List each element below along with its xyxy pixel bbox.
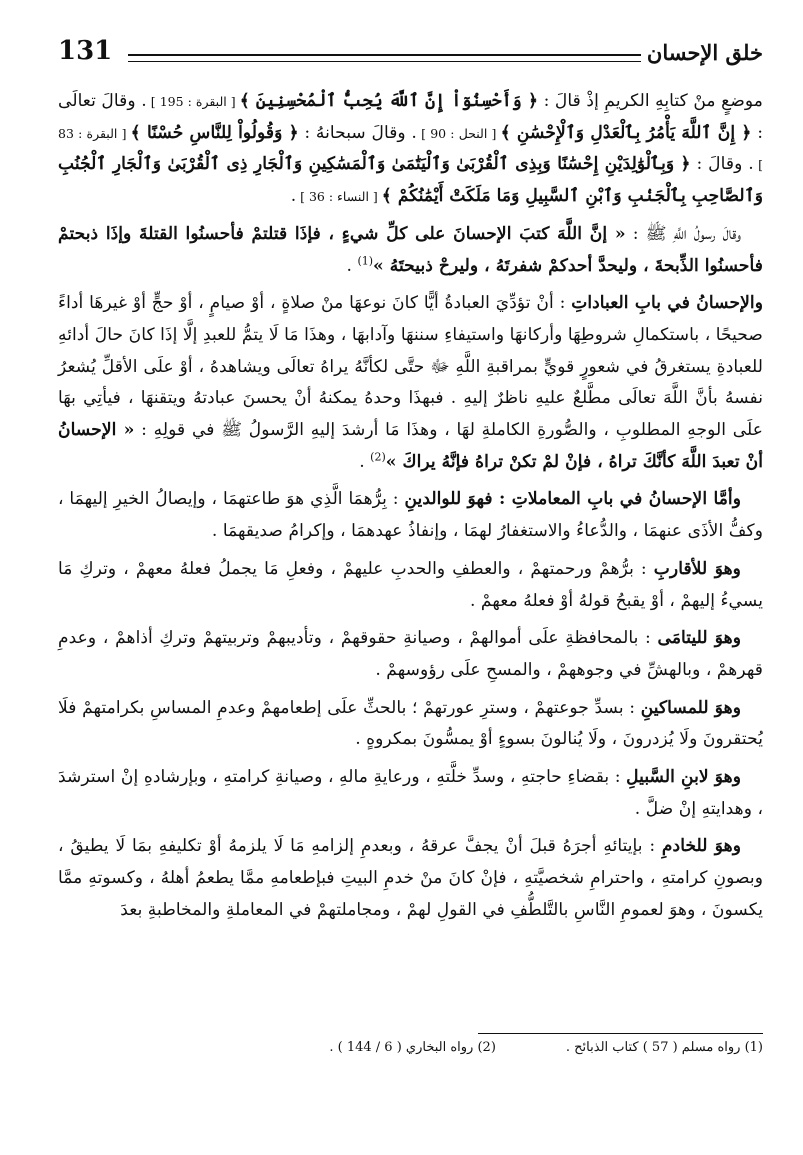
- quran-verse: ﴿ إِنَّ ٱللَّهَ يَأْمُرُ بِٱلْعَدْلِ وَٱلْإِحْسَٰنِ ﴾: [500, 122, 752, 143]
- section-lead: وأمَّا الإحسانُ في بابِ المعاملاتِ : فهوَ للوالدينِ: [404, 489, 741, 510]
- paragraph: [58, 554, 763, 617]
- page-header: [58, 34, 763, 74]
- text-run: .: [346, 255, 358, 276]
- text-run: : بإيتائهِ أجرَهُ قبلَ أنْ يجفَّ عرقهُ ، وبعدمِ إلزامهِ مَا لَا يلزمهُ أوْ تكليفهِ بمَا لَا يطيقُ ، وبصونِ كرامتهِ ، واحترامِ شخصيَّتهِ ، فإنْ كانَ منْ خدمِ البيتِ فبإطعامهِ ممَّا يطعمُ أهلهُ ، وكسوتهِ ممَّا يكسونَ ، وهوَ لعمومِ النَّاسِ بالتَّلطُّفِ في القولِ لهمْ ، ومجاملتهمْ في المعاملةِ والمخاطبةِ بعدَ: [58, 836, 763, 920]
- paragraph: [58, 86, 763, 213]
- text-run: .: [290, 186, 297, 207]
- footnotes: [58, 1040, 763, 1055]
- page-body: [58, 86, 763, 933]
- section-lead: وهوَ لابنِ السَّبيلِ: [626, 767, 741, 788]
- text-run: : برُّهمْ ورحمتهمْ ، والعطفِ والحدبِ عليهمْ ، وفعلِ مَا يجملُ فعلهُ معهمْ ، وتركِ مَا يسيءُ إليهمْ ، أوْ يقبحُ قولهُ أوْ فعلهُ معهمْ .: [58, 558, 763, 611]
- verse-reference: [ البقرة : 83 ]: [58, 125, 764, 173]
- section-lead: وهوَ للخادمِ: [661, 836, 741, 857]
- section-lead: وهوَ للمساكينِ: [640, 697, 741, 718]
- text-run: : بِرُّهمَا الَّذِي هوَ طاعتهمَا ، وإيصالُ الخيرِ إليهمَا ، وكفُّ الأذَى عنهمَا ، والدُّعاءُ والاستغفارُ لهمَا ، وإنفاذُ عهدهمَا ، وإكرامُ صديقهمَا .: [58, 489, 763, 542]
- footnote-reference: (1): [357, 253, 374, 267]
- text-run: : بقضاءِ حاجتهِ ، وسدِّ خلَّتهِ ، ورعايةِ مالهِ ، وصيانةِ كرامتهِ ، وبإرشادهِ إنْ استرشدَ ، وهدايتهِ إنْ ضلَّ .: [58, 767, 763, 819]
- hadith-quote: « إنَّ اللَّهَ كتبَ الإحسانَ على كلِّ شيءٍ ، فإذَا قتلتمْ فأحسنُوا القتلةَ وإذَا ذبحتمْ فأحسنُوا الذِّبحةَ ، وليحدَّ أحدكمْ شفرتَهُ ، وليرحْ ذبيحتَهُ »: [58, 223, 763, 276]
- text-run: موضعٍ منْ كتابِهِ الكريمِ إذْ قالَ :: [538, 91, 763, 111]
- verse-reference: [ النساء : 36 ]: [296, 189, 382, 205]
- paragraph: [58, 831, 763, 926]
- verse-reference: [ النحل : 90 ]: [416, 125, 501, 141]
- paragraph: [58, 219, 763, 282]
- paragraph: [58, 484, 763, 547]
- section-lead: والإحسانُ في بابِ العباداتِ: [571, 293, 763, 314]
- paragraph: [58, 762, 763, 825]
- footnote-1: (1) رواه مسلم ( 57 ) كتاب الذبائح .: [565, 1040, 763, 1055]
- footnote-reference: (2): [370, 450, 386, 463]
- text-run: : بالمحافظةِ علَى أموالهمْ ، وصيانةِ حقوقهمْ ، وتأديبهمْ وتربيتهمْ وتركِ أذاهمْ ، وعدمِ قهرهمْ ، وبالهشِّ في وجوههمْ ، والمسحِ علَى رؤوسهمْ .: [58, 628, 763, 680]
- quran-verse: ﴿ وَأَحْسِنُوٓاْ إِنَّ ٱللَّهَ يُحِبُّ ٱلْمُحْسِنِينَ ﴾: [239, 91, 539, 111]
- header-rule: [128, 54, 641, 62]
- paragraph: [58, 288, 763, 478]
- text-run: . وقالَ سبحانهُ :: [298, 122, 417, 143]
- text-run: . وقالَ تعالَى :: [58, 91, 763, 143]
- text-run: : أنْ تؤدِّيَ العبادةُ أيًّا كانَ نوعهَا منْ صلاةٍ ، أوْ صيامٍ ، أوْ حجٍّ أوْ غيرهَا أداءً صحيحًا ، باستكمالِ شروطِهَا وأركانهَا واستيفاءِ سننهَا وآدابهَا ، وهذَا مَا لَا يتمُّ للعبدِ إلَّا إذَا كانَ حالَ أدائهِ للعبادةِ يستغرقُ في شعورٍ قويٍّ بمراقبةِ اللَّهِ ﷻ حتَّى لكأنَّهُ يراهُ تعالَى ويشاهدهُ ، أوْ علَى الأقلِّ يُشعرُ نفسهُ بأنَّ اللَّهَ تعالَى مطَّلعٌ عليهِ ناظرٌ إليهِ . فبهذَا وحدهُ يمكنهُ أنْ يحسنَ عبادتهُ ويتقنهَا ، فيأتِي بهَا علَى الوجهِ المطلوبِ ، والصُّورةِ الكاملةِ لهَا ، وهذَا مَا أرشدَ إليهِ الرَّسولُ ﷺ في قولِهِ :: [58, 293, 763, 441]
- text-run: : بسدِّ جوعتهمْ ، وسترِ عورتهمْ ؛ بالحثِّ علَى إطعامهمْ وعدمِ المساسِ بكرامتهمْ فلَا يُحتقرونَ ولَا يُزدرونَ ، ولَا يُنالونَ بسوءٍ أوْ يمسُّونَ بمكروهٍ .: [58, 697, 763, 750]
- quran-verse: ﴿ وَقُولُواْ لِلنَّاسِ حُسْنًا ﴾: [130, 122, 299, 143]
- running-title: خلق الإحسان: [646, 40, 763, 65]
- verse-reference: [ البقرة : 195 ]: [146, 94, 240, 109]
- text-run: . وقالَ :: [690, 154, 754, 175]
- section-lead: وهوَ للأقاربِ: [653, 558, 741, 579]
- paragraph: [58, 693, 763, 756]
- page-number: 131: [58, 36, 113, 66]
- quran-verse: ﴿ وَبِٱلْوَٰلِدَيْنِ إِحْسَٰنًا وَبِذِى ٱلْقُرْبَىٰ وَٱلْيَتَٰمَىٰ وَٱلْمَسَٰكِينِ وَٱلْجَارِ ذِى ٱلْقُرْبَىٰ وَٱلْجَارِ ٱلْجُنُبِ وَٱلصَّاحِبِ بِٱلْجَنۢبِ وَٱبْنِ ٱلسَّبِيلِ وَمَا مَلَكَتْ أَيْمَٰنُكُمْ ﴾: [58, 154, 763, 207]
- section-lead: وهوَ لليتامَى: [657, 628, 742, 649]
- text-run: .: [359, 451, 371, 472]
- hadith-quote: « الإحسانُ أنْ تعبدَ اللَّهَ كأنَّكَ تراهُ ، فإنْ لمْ تكنْ تراهُ فإنَّهُ يراكَ »: [58, 420, 763, 472]
- footnote-rule: [478, 1033, 763, 1034]
- text-run: وقالَ رسولُ اللَّهِ ﷺ :: [625, 223, 741, 244]
- paragraph: [58, 623, 763, 686]
- footnote-2: (2) رواه البخاري ( 6 / 144 ) .: [329, 1040, 496, 1055]
